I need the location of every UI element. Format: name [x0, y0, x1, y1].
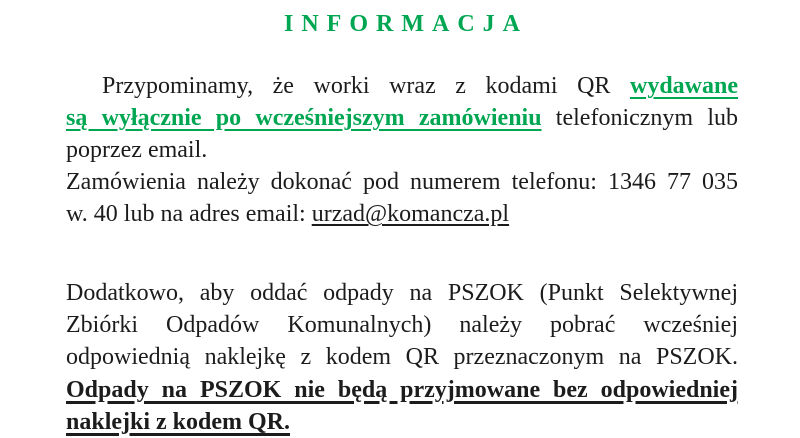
paragraph-orders: [66, 166, 738, 230]
text-segment: telefonicznym lub: [541, 105, 738, 131]
text-line: [66, 406, 738, 438]
text-segment: Zamówienia należy dokonać pod numerem telefonu: 1346 77 035: [66, 169, 738, 195]
text-line: [66, 341, 738, 373]
text-line: [66, 70, 738, 102]
text-segment: Dodatkowo, aby oddać odpady na PSZOK (Punkt Selektywnej: [66, 280, 738, 306]
accent-phrase: wydawane: [629, 73, 738, 99]
text-line: [66, 102, 738, 134]
paragraph-warning: [66, 374, 738, 438]
paragraph-pszok: [66, 277, 738, 373]
text-segment: Zbiórki Odpadów Komunalnych) należy pobrać wcześniej: [66, 312, 738, 338]
text-segment: Przypominamy, że worki wraz z kodami QR: [102, 73, 630, 99]
text-line: [66, 166, 738, 198]
page-title: INFORMACJA: [284, 11, 528, 37]
warning-sentence: naklejki z kodem QR.: [66, 409, 291, 435]
text-line: [66, 198, 738, 230]
accent-phrase: są wyłącznie po wcześniejszym zamówieniu: [66, 105, 542, 131]
text-line: [66, 277, 738, 309]
text-segment: poprzez email.: [66, 137, 208, 163]
text-segment: odpowiednią naklejkę z kodem QR przeznaczonym na PSZOK.: [66, 344, 738, 370]
email-address: urzad@komancza.pl: [311, 201, 510, 227]
text-line: [66, 374, 738, 406]
text-segment: w. 40 lub na adres email:: [66, 201, 312, 227]
text-line: [66, 134, 738, 166]
document-body: [66, 70, 738, 438]
paragraph-reminder: [66, 70, 738, 166]
warning-sentence: Odpady na PSZOK nie będą przyjmowane bez odpowiedniej: [66, 377, 738, 403]
text-line: [66, 309, 738, 341]
document-page: [0, 8, 800, 438]
